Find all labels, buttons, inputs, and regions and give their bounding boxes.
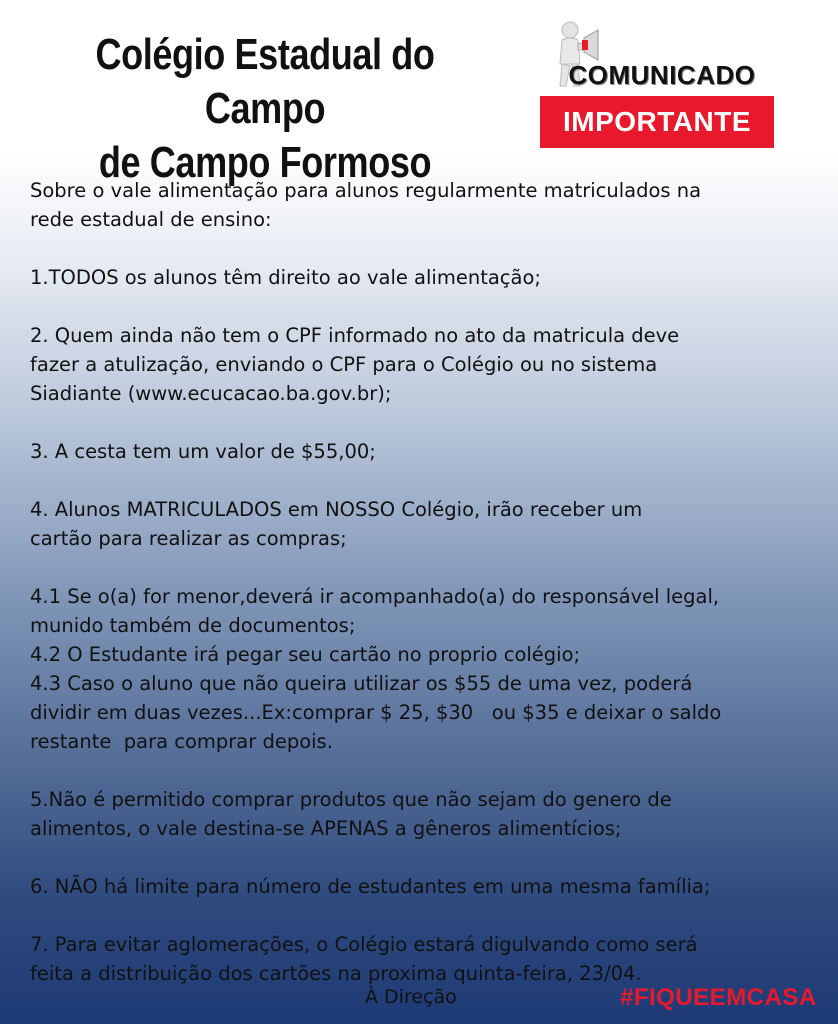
item-5-line: 5.Não é permitido comprar produtos que não sejam do genero de xyxy=(30,788,672,811)
signature: À Direção xyxy=(365,986,457,1008)
item-4-3-line: 4.3 Caso o aluno que não queira utilizar os $55 de uma vez, poderá xyxy=(30,672,693,695)
item-4-line: 4. Alunos MATRICULADOS em NOSSO Colégio, irão receber um xyxy=(30,498,643,521)
item-4-line: cartão para realizar as compras; xyxy=(30,527,347,550)
item-2-line: fazer a atulização, enviando o CPF para o Colégio ou no sistema xyxy=(30,353,658,376)
item-5-line: alimentos, o vale destina-se APENAS a gêneros alimentícios; xyxy=(30,817,622,840)
comunicado-importante-badge xyxy=(538,16,778,151)
item-4-1-line: munido também de documentos; xyxy=(30,614,356,637)
item-1: 1.TODOS os alunos têm direito ao vale alimentação; xyxy=(30,266,541,289)
notice-body xyxy=(30,176,820,988)
item-4-3-line: dividir em duas vezes...Ex:comprar $ 25, $30 ou $35 e deixar o saldo xyxy=(30,701,722,724)
school-title xyxy=(64,28,466,190)
intro-line: Sobre o vale alimentação para alunos regularmente matriculados na xyxy=(30,179,702,202)
item-4-3-line: restante para comprar depois. xyxy=(30,730,333,753)
hashtag: #FIQUEEMCASA xyxy=(620,984,817,1011)
item-2-line: Siadiante (www.ecucacao.ba.gov.br); xyxy=(30,382,392,405)
comunicado-label: COMUNICADO xyxy=(568,60,756,90)
item-2-line: 2. Quem ainda não tem o CPF informado no ato da matricula deve xyxy=(30,324,680,347)
school-title-line2: de Campo Formoso xyxy=(98,138,432,187)
item-3: 3. A cesta tem um valor de $55,00; xyxy=(30,440,376,463)
intro-line: rede estadual de ensino: xyxy=(30,208,272,231)
item-7-line: feita a distribuição dos cartões na proxima quinta-feira, 23/04. xyxy=(30,962,642,985)
item-6: 6. NÃO há limite para número de estudantes em uma mesma família; xyxy=(30,875,711,898)
item-4-1-line: 4.1 Se o(a) for menor,deverá ir acompanhado(a) do responsável legal, xyxy=(30,585,720,608)
school-title-line1: Colégio Estadual do Campo xyxy=(95,30,435,133)
item-7-line: 7. Para evitar aglomerações, o Colégio estará digulvando como será xyxy=(30,933,698,956)
item-4-2: 4.2 O Estudante irá pegar seu cartão no proprio colégio; xyxy=(30,643,581,666)
importante-label: IMPORTANTE xyxy=(540,96,774,148)
